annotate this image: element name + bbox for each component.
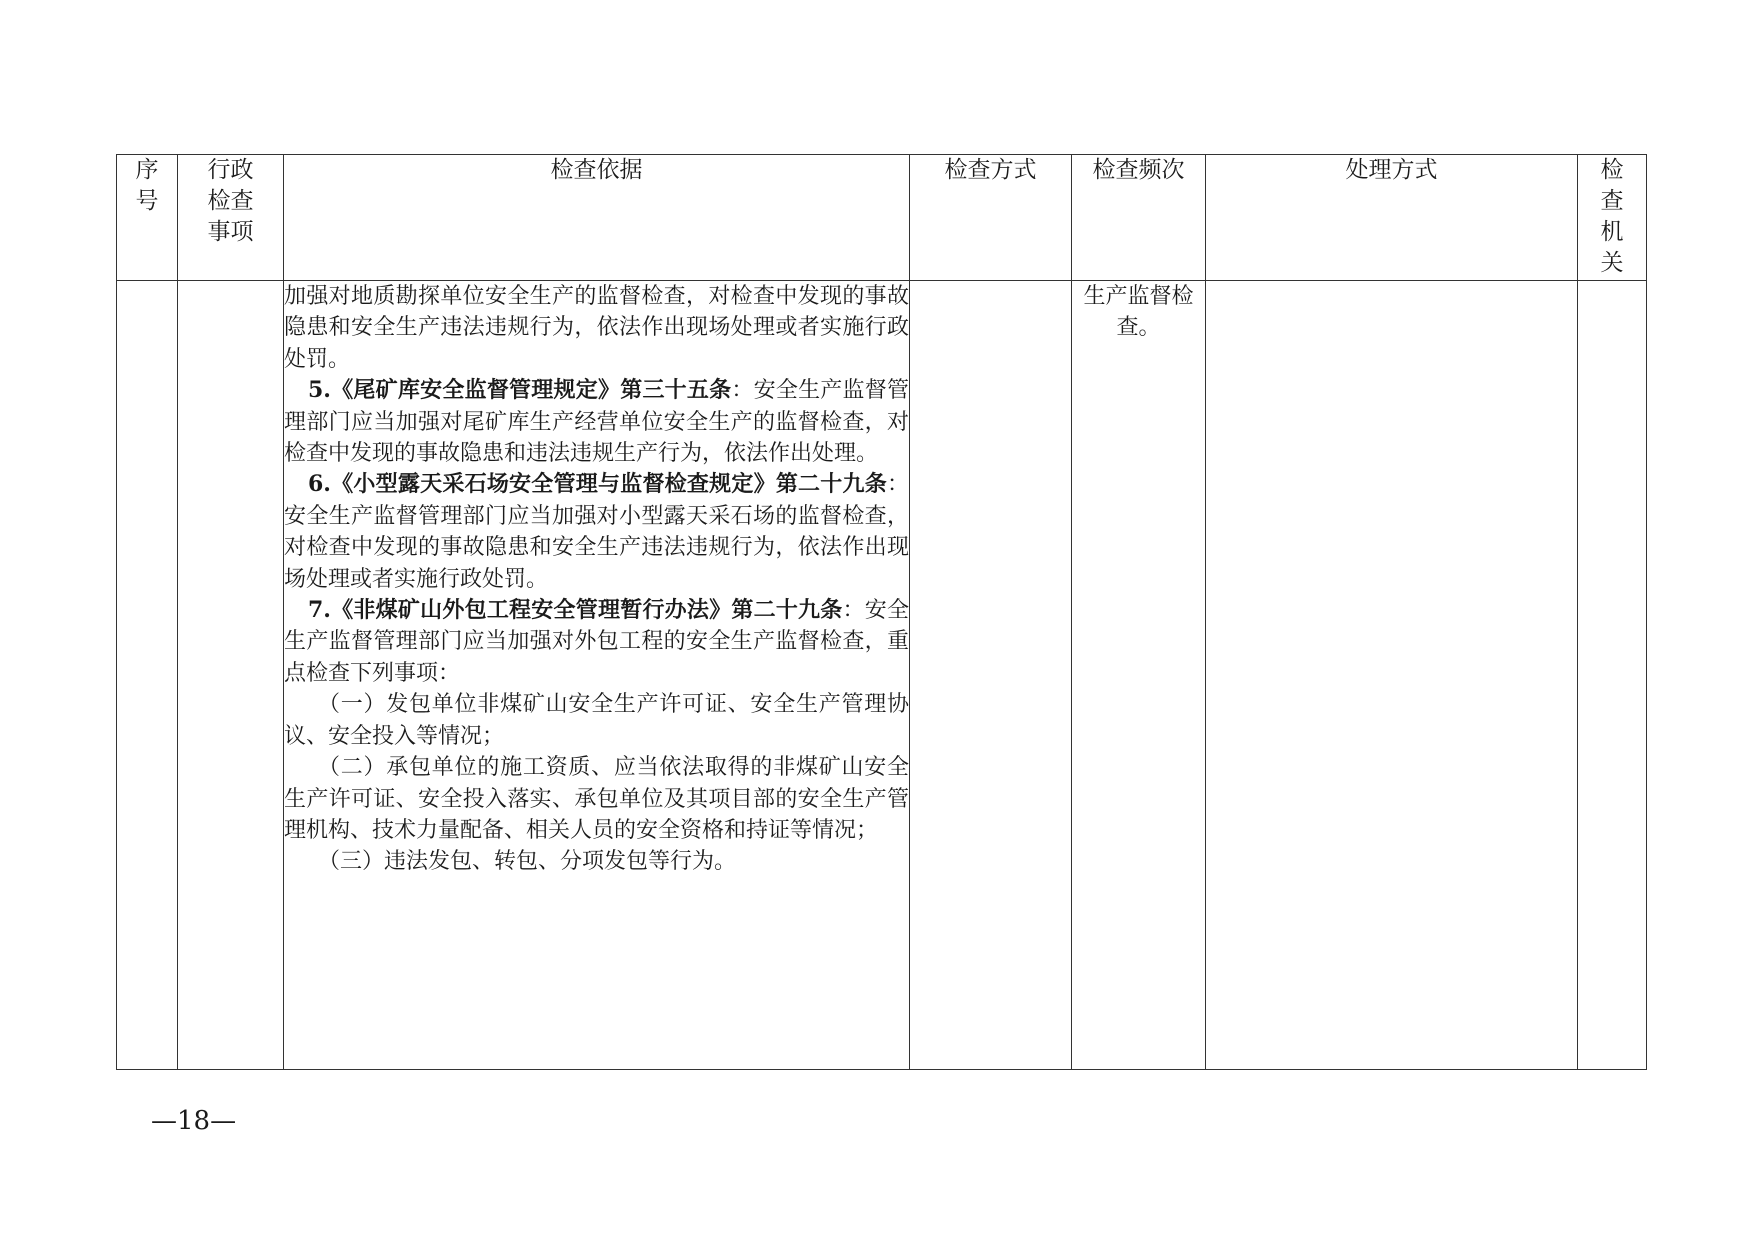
clause-text: ：安全生产监督管理部门应当加强对小型露天采石场的监督检查，对检查中发现的事故隐患和安全生产违法违规行为，依法作出现场处理或者实施行政处罚。 bbox=[284, 472, 909, 592]
header-method: 检查方式 bbox=[910, 155, 1072, 281]
header-authority-line: 查 bbox=[1600, 188, 1624, 214]
header-handling: 处理方式 bbox=[1206, 155, 1578, 281]
clause-text: ：安全生产监督管理部门应当加强对外包工程的安全生产监督检查，重点检查下列事项： bbox=[284, 598, 909, 686]
basis-item-3: （三）违法发包、转包、分项发包等行为。 bbox=[318, 849, 737, 875]
header-basis: 检查依据 bbox=[284, 155, 910, 281]
header-frequency: 检查频次 bbox=[1072, 155, 1206, 281]
header-row bbox=[117, 155, 1647, 281]
basis-clause-5 bbox=[284, 375, 909, 469]
header-item bbox=[178, 155, 284, 281]
header-seq-line: 号 bbox=[135, 188, 159, 214]
cell-basis bbox=[284, 281, 910, 1070]
page-number: —18— bbox=[151, 1106, 237, 1136]
header-item-line: 行政 bbox=[207, 157, 254, 183]
cell-item bbox=[178, 281, 284, 1070]
header-authority bbox=[1578, 155, 1647, 281]
cell-seq bbox=[117, 281, 178, 1070]
basis-paragraph: 加强对地质勘探单位安全生产的监督检查，对检查中发现的事故隐患和安全生产违法违规行为，依法作出现场处理或者实施行政处罚。 bbox=[284, 284, 909, 372]
cell-frequency: 生产监督检查。 bbox=[1072, 281, 1206, 1070]
header-item-line: 检查 bbox=[207, 188, 254, 214]
cell-handling bbox=[1206, 281, 1578, 1070]
basis-clause-6 bbox=[284, 469, 909, 595]
clause-title: 5.《尾矿库安全监督管理规定》第三十五条 bbox=[308, 377, 732, 404]
clause-title: 7.《非煤矿山外包工程安全管理暂行办法》第二十九条 bbox=[308, 597, 843, 624]
cell-authority bbox=[1578, 281, 1647, 1070]
header-item-line: 事项 bbox=[207, 219, 254, 245]
basis-item-1: （一）发包单位非煤矿山安全生产许可证、安全生产管理协议、安全投入等情况； bbox=[284, 692, 909, 749]
basis-item-2: （二）承包单位的施工资质、应当依法取得的非煤矿山安全生产许可证、安全投入落实、承包单位及其项目部的安全生产管理机构、技术力量配备、相关人员的安全资格和持证等情况； bbox=[284, 755, 909, 843]
table-row bbox=[117, 281, 1647, 1070]
header-authority-line: 检 bbox=[1600, 157, 1624, 183]
clause-title: 6.《小型露天采石场安全管理与监督检查规定》第二十九条 bbox=[308, 471, 887, 498]
cell-method bbox=[910, 281, 1072, 1070]
header-seq bbox=[117, 155, 178, 281]
header-seq-line: 序 bbox=[135, 157, 159, 183]
clause-text: ：安全生产监督管理部门应当加强对尾矿库生产经营单位安全生产的监督检查，对检查中发现的事故隐患和违法违规生产行为，依法作出处理。 bbox=[284, 378, 909, 467]
header-authority-line: 关 bbox=[1600, 250, 1624, 276]
inspection-table bbox=[116, 154, 1647, 1070]
basis-clause-7 bbox=[284, 595, 909, 689]
header-authority-line: 机 bbox=[1600, 219, 1624, 245]
